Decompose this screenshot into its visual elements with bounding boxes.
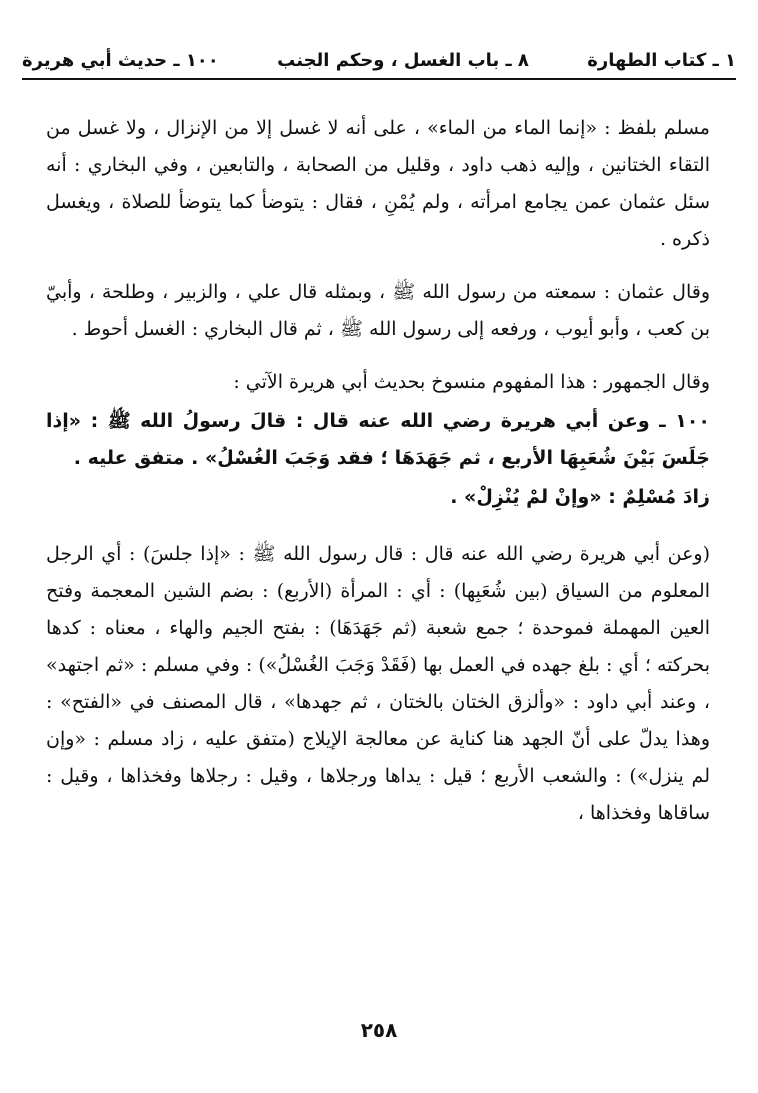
hadith-text: ١٠٠ ـ وعن أبي هريرة رضي الله عنه قال : قالَ رسولُ الله ﷺ : «إذا جَلَسَ بَيْنَ شُعَبِهَا الأربع ، ثم جَهَدَهَا ؛ فقد وَجَبَ الغُسْلُ» . متفق عليه . bbox=[46, 410, 710, 469]
header-chapter: ١ ـ كتاب الطهارة bbox=[587, 49, 736, 71]
hadith-block bbox=[46, 403, 710, 516]
paragraph-2: وقال عثمان : سمعته من رسول الله ﷺ ، وبمثله قال علي ، والزبير ، وطلحة ، وأبيّ بن كعب ، وأبو أيوب ، ورفعه إلى رسول الله ﷺ ، ثم قال البخاري : الغسل أحوط . bbox=[46, 281, 710, 340]
commentary-paragraph: (وعن أبي هريرة رضي الله عنه قال : قال رسول الله ﷺ : «إذا جلسَ) : أي الرجل المعلوم من السياق (بين شُعَبِها) : أي : المرأة (الأربع) : بضم الشين المعجمة وفتح العين المهملة فموحدة ؛ جمع شعبة (ثم جَهَدَهَا) : بفتح الجيم والهاء ، معناه : كدها بحركته ؛ أي : بلغ جهده في العمل بها (فَقَدْ وَجَبَ الغُسْلُ») : وفي مسلم : «ثم اجتهد» ، وعند أبي داود : «وألزق الختان بالختان ، ثم جهدها» ، قال المصنف في «الفتح» : وهذا يدلّ على أنّ الجهد هنا كناية عن معالجة الإيلاج (متفق عليه ، زاد مسلم : «وإن لم ينزل») : والشعب الأربع ؛ قيل : يداها ورجلاها ، وقيل : رجلاها وفخذاها ، وقيل : ساقاها وفخذاها ، bbox=[46, 543, 710, 824]
page-body bbox=[46, 110, 710, 848]
page-number: ٢٥٨ bbox=[360, 1018, 398, 1042]
hadith-addition: زادَ مُسْلِمٌ : «وإنْ لمْ يُنْزِلْ» . bbox=[450, 486, 710, 508]
paragraph-3: وقال الجمهور : هذا المفهوم منسوخ بحديث أبي هريرة الآتي : bbox=[233, 371, 710, 393]
running-header bbox=[22, 42, 736, 78]
header-divider bbox=[22, 78, 736, 80]
header-hadith: ١٠٠ ـ حديث أبي هريرة bbox=[22, 49, 219, 71]
header-section: ٨ ـ باب الغسل ، وحكم الجنب bbox=[277, 49, 529, 71]
paragraph-1: مسلم بلفظ : «إنما الماء من الماء» ، على أنه لا غسل إلا من الإنزال ، ولا غسل من التقاء الختانين ، وإليه ذهب داود ، وقليل من الصحابة ، والتابعين ، وفي البخاري : أنه سئل عثمان عمن يجامع امرأته ، ولم يُمْنِ ، فقال : يتوضأ كما يتوضأ للصلاة ، ويغسل ذكره . bbox=[46, 117, 710, 250]
